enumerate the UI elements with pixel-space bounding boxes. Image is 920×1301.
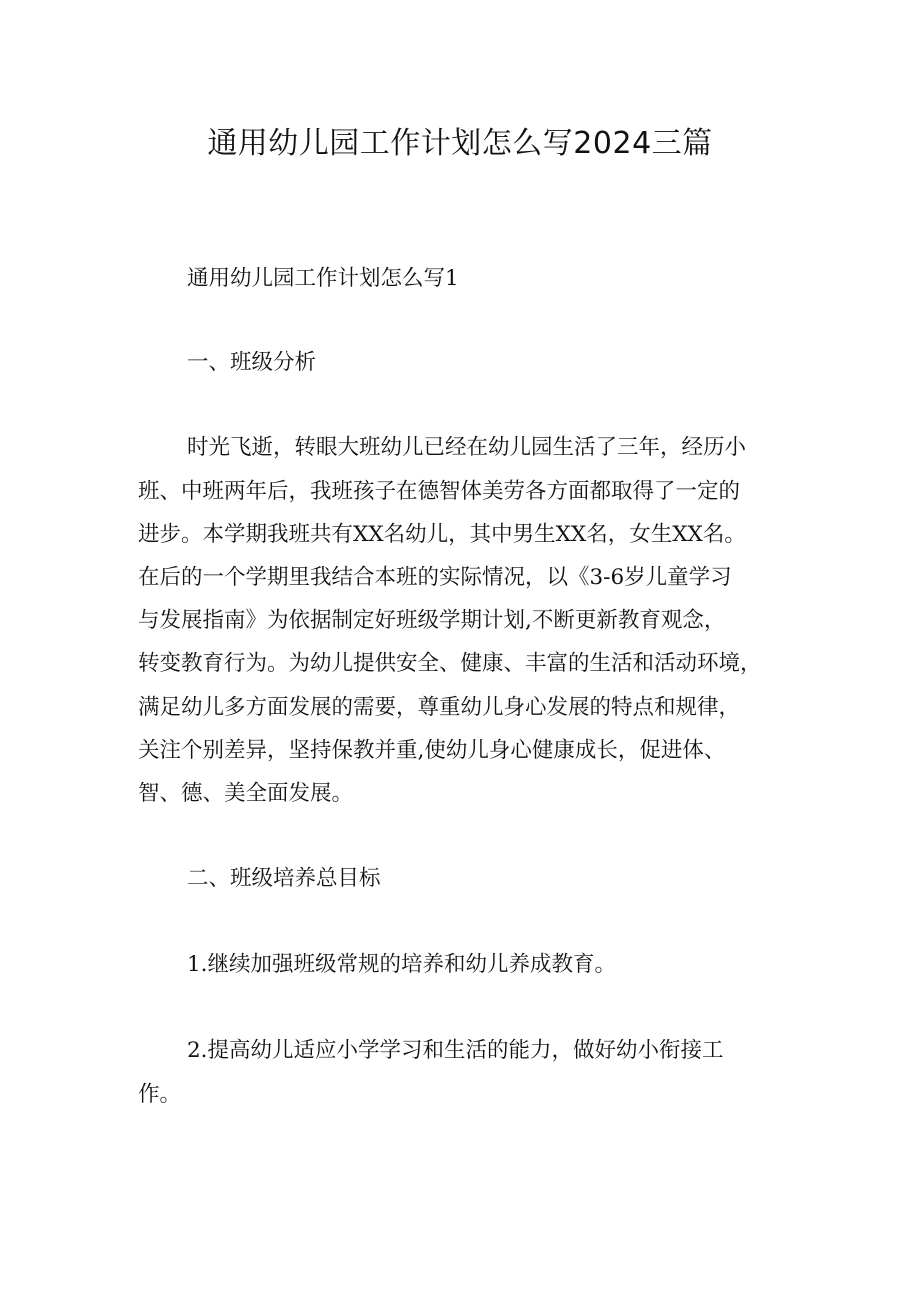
goal-item-line: 2.提高幼儿适应小学学习和生活的能力，做好幼小衔接工	[187, 1038, 724, 1063]
paragraph-line: 满足幼儿多方面发展的需要，尊重幼儿身心发展的特点和规律，	[138, 695, 741, 720]
paragraph-line: 与发展指南》为依据制定好班级学期计划,不断更新教育观念，	[138, 608, 726, 633]
goal-item-line: 作。	[138, 1082, 182, 1107]
paragraph-line: 转变教育行为。为幼儿提供安全、健康、丰富的生活和活动环境，	[138, 651, 762, 676]
paragraph-line: 智、德、美全面发展。	[138, 781, 354, 806]
heading-class-analysis: 一、班级分析	[187, 350, 317, 375]
paragraph-line: 进步。本学期我班共有XX名幼儿，其中男生XX名，女生XX名。	[138, 522, 746, 547]
paragraph-line: 班、中班两年后，我班孩子在德智体美劳各方面都取得了一定的	[138, 479, 741, 504]
paragraph-line: 时光飞逝，转眼大班幼儿已经在幼儿园生活了三年，经历小	[187, 435, 747, 460]
goal-item-1: 1.继续加强班级常规的培养和幼儿养成教育。	[187, 952, 617, 977]
paragraph-line: 在后的一个学期里我结合本班的实际情况，以《3-6岁儿童学习	[138, 565, 732, 590]
section-heading: 通用幼儿园工作计划怎么写1	[187, 266, 459, 291]
paragraph-line: 关注个别差异，坚持保教并重,使幼儿身心健康成长，促进体、	[138, 738, 726, 763]
document-title: 通用幼儿园工作计划怎么写2024三篇	[207, 126, 713, 161]
heading-class-goals: 二、班级培养总目标	[187, 866, 381, 891]
